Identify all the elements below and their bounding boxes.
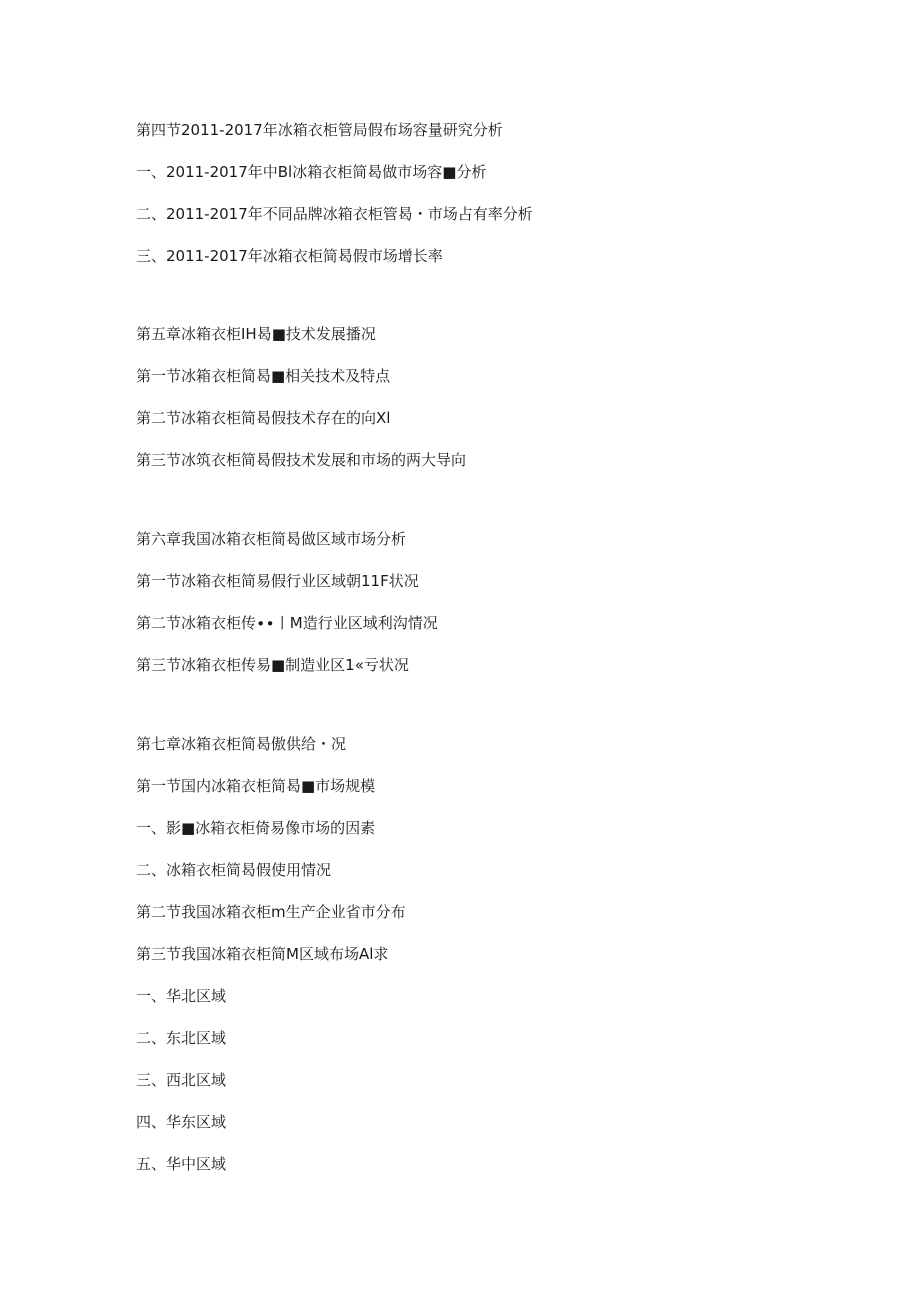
toc-line: 第七章冰箱衣柜简曷傲供给・况 <box>136 735 347 753</box>
toc-line: 第二节我国冰箱衣柜m生产企业省市分布 <box>136 903 406 921</box>
toc-line: 第五章冰箱衣柜IH曷■技术发展播况 <box>136 325 376 343</box>
toc-line: 第三节冰筑衣柜简曷假技术发展和市场的两大导向 <box>136 451 467 469</box>
toc-line: 第二节冰箱衣柜简曷假技术存在的向Xl <box>136 409 391 427</box>
toc-line: 第二节冰箱衣柜传∙∙丨M造行业区域利沟情况 <box>136 614 438 632</box>
toc-line: 第一节国内冰箱衣柜简曷■市场规模 <box>136 777 376 795</box>
toc-line: 第一节冰箱衣柜简易假行业区域朝11F状况 <box>136 572 419 590</box>
toc-line: 一、影■冰箱衣柜倚易像市场的因素 <box>136 819 376 837</box>
toc-line: 第四节2011-2017年冰箱衣柜管局假布场容量研究分析 <box>136 121 503 139</box>
toc-line: 四、华东区域 <box>136 1113 227 1131</box>
toc-line: 三、2011-2017年冰箱衣柜简曷假市场增长率 <box>136 247 443 265</box>
toc-line: 第六章我国冰箱衣柜简曷做区域市场分析 <box>136 530 407 548</box>
toc-line: 三、西北区域 <box>136 1071 227 1089</box>
toc-line: 第三节冰箱衣柜传易■制造业区1«亏状况 <box>136 656 409 674</box>
toc-line: 第三节我国冰箱衣柜简M区域布场Al求 <box>136 945 389 963</box>
toc-line: 第一节冰箱衣柜简曷■相关技术及特点 <box>136 367 391 385</box>
toc-line: 一、华北区域 <box>136 987 227 1005</box>
toc-line: 二、2011-2017年不同品牌冰箱衣柜管曷・市场占有率分析 <box>136 205 533 223</box>
toc-line: 二、冰箱衣柜简曷假使用情况 <box>136 861 332 879</box>
toc-line: 一、2011-2017年中Bl冰箱衣柜简曷做市场容■分析 <box>136 163 487 181</box>
toc-line: 二、东北区域 <box>136 1029 227 1047</box>
toc-line: 五、华中区域 <box>136 1155 227 1173</box>
